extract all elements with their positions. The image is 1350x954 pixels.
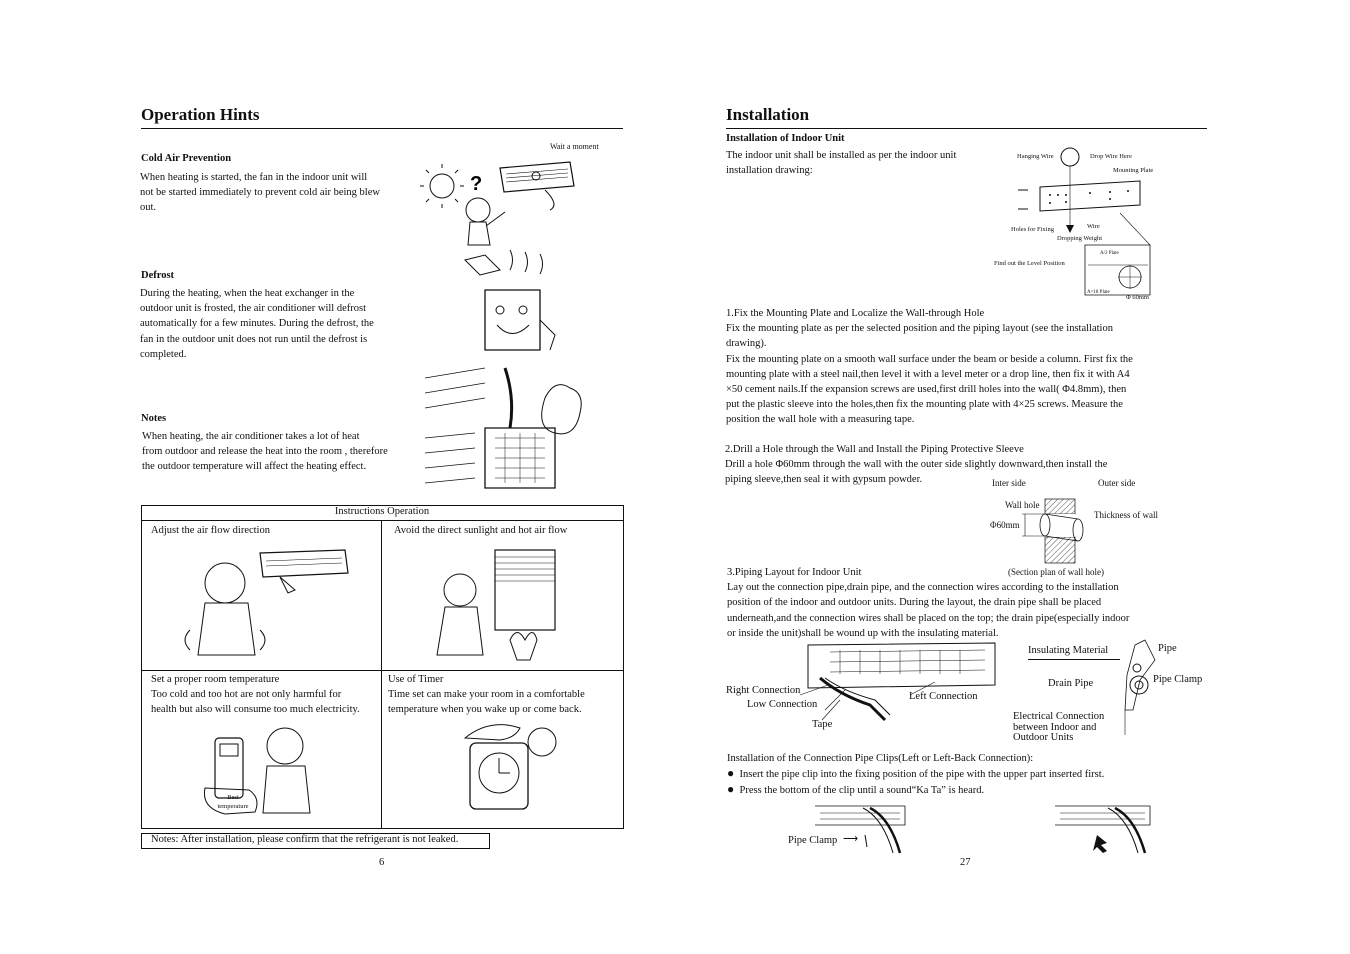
cold-air-illustration [420, 150, 580, 250]
pipe-clip-diagram-2 [1055, 803, 1165, 855]
notes-text: When heating, the air conditioner takes a lot of heat from outdoor and release the heat into the room , therefore the outdoor temperature will affect the heating effect. [142, 431, 388, 473]
clips-title: Installation of the Connection Pipe Clips(Left or Left-Back Connection): [727, 753, 1034, 764]
label-level-position: Find out the Level Position [994, 260, 1065, 267]
table-header-rule [141, 520, 623, 521]
wait-moment-label: Wait a moment [550, 142, 599, 151]
label-hanging-wire: Hanging Wire [1017, 153, 1054, 160]
defrost-heading: Defrost [141, 270, 175, 281]
timer-clock-illustration [460, 718, 570, 818]
label-mounting-plate: Mounting Plate [1113, 167, 1154, 174]
label-wire: Wire [1087, 223, 1100, 230]
insulating-material-label: Insulating Material [1028, 645, 1109, 656]
drain-pipe-label: Drain Pipe [1048, 678, 1094, 689]
pipe-label: Pipe [1158, 643, 1177, 654]
clips-bullet-1: ● Insert the pipe clip into the fixing position of the pipe with the upper part inserted first. [727, 766, 1105, 781]
right-connection-label: Right Connection [726, 685, 801, 696]
label-dropping-weight: Dropping Weight [1057, 235, 1103, 242]
clips-bullet-2: ● Press the bottom of the clip until a sound“Ka Ta” is heard. [727, 782, 985, 797]
left-page-title: Operation Hints [141, 105, 260, 124]
phi60-label: Φ60mm [990, 520, 1020, 530]
label-a-top: A/2 Plate [1100, 251, 1119, 256]
wall-hole-diagram [1020, 497, 1100, 567]
left-connection-label: Left Connection [909, 691, 978, 702]
insulating-underline [1028, 659, 1120, 660]
thickness-label: Thickness of wall [1094, 510, 1158, 520]
sunlight-illustration [425, 545, 575, 670]
label-holes-fixing: Holes for Fixing [1011, 226, 1054, 233]
label-a-bottom: A=18 Plate [1087, 290, 1110, 295]
step2-title: 2.Drill a Hole through the Wall and Install the Piping Protective Sleeve [725, 444, 1024, 455]
cold-air-text: When heating is started, the fan in the indoor unit will not be started immediately to prevent cold air being blew out. [140, 172, 380, 214]
left-page-number: 6 [379, 857, 385, 868]
step1-title: 1.Fix the Mounting Plate and Localize the Wall-through Hole [726, 308, 985, 319]
indoor-unit-heading: Installation of Indoor Unit [726, 133, 845, 144]
low-connection-label: Low Connection [747, 699, 818, 710]
cell-timer: Use of Timer Time set can make your room in a comfortable temperature when you wake up or come back. [388, 674, 585, 716]
label-phi-60: Φ 60mm [1126, 294, 1149, 301]
step3-title: 3.Piping Layout for Indoor Unit [727, 567, 862, 578]
step1-section: 1.Fix the Mounting Plate and Localize the Wall-through Hole Fix the mounting plate as per the selected position and the piping layout (see the installation drawing). Fix the mounting plate on a smooth wall surface under the beam or beside a column. First fix the mounting plate with a steel nail,then level it with a level meter or a drop line, then fix it with A4 ×50 cement nails.If the expansion screws are used,first drill holes into the wall( Φ4.8mm), then put the plastic sleeve into the holes,then fix the mounting plate with 4×25 screws. Measure the position the wall hole with a measuring tape. [726, 306, 1171, 428]
inter-side-label: Inter side [992, 478, 1026, 488]
air-flow-illustration [180, 545, 360, 670]
step2-section: 2.Drill a Hole through the Wall and Install the Piping Protective Sleeve Drill a hole Φ60mm through the wall with the outer side slightly downward,then install the piping sleeve,then seal it with gypsum powder. [725, 442, 1170, 488]
table-header: Instructions Operation [334, 506, 430, 517]
right-title-rule [726, 128, 1207, 129]
pipe-clamp-label: Pipe Clamp [1153, 674, 1203, 685]
pipe-clamp-arrow: ⟶ [843, 834, 859, 845]
label-drop-wire: Drop Wire Here [1090, 153, 1132, 160]
footnote-text: Notes: After installation, please confirm that the refrigerant is not leaked. [151, 834, 459, 845]
pipe-clip-diagram-1 [815, 803, 915, 855]
defrost-text: During the heating, when the heat exchanger in the outdoor unit is frosted, the air conditioner will defrost automatically for a few minutes. During the defrost, the fan in the outdoor unit does not run until the defrost is completed. [140, 288, 374, 360]
left-title-rule [141, 128, 623, 129]
intro-text: The indoor unit shall be installed as per the indoor unit installation drawing: [726, 150, 957, 177]
step3-section: 3.Piping Layout for Indoor Unit Lay out the connection pipe,drain pipe, and the connection wires according to the installation position of the indoor and outdoor units. During the layout, the drain pipe shall be placed underneath,and the connection wires shall be placed on the top; the drain pipe(especially indoor or inside the unit)shall be wound up with the insulating material. [727, 565, 1172, 641]
clips-section [727, 751, 1172, 799]
cold-air-heading: Cold Air Prevention [141, 153, 232, 164]
table-vertical-rule [381, 520, 382, 828]
wall-hole-label: Wall hole [1005, 500, 1040, 510]
tape-label: Tape [812, 719, 833, 730]
section-plan-label: (Section plan of wall hole) [1008, 567, 1104, 577]
electrical-connection-label: Electrical Connection between Indoor and Outdoor Units [1013, 711, 1105, 743]
right-page-number: 27 [960, 857, 971, 868]
svg-text:?: ? [470, 173, 483, 195]
outer-side-label: Outer side [1098, 478, 1136, 488]
notes-heading: Notes [141, 413, 167, 424]
notes-illustration [415, 358, 585, 498]
defrost-illustration [445, 250, 565, 360]
best-temperature-label: Best temperature [217, 794, 249, 810]
cell-air-flow: Adjust the air flow direction [151, 525, 270, 536]
pipe-clamp-arrow-label: Pipe Clamp [788, 835, 838, 846]
right-page-title: Installation [726, 105, 810, 124]
table-middle-rule [141, 670, 623, 671]
cell-sunlight: Avoid the direct sunlight and hot air flow [394, 525, 568, 536]
pipe-bundle-diagram [1115, 640, 1175, 735]
cell-room-temperature: Set a proper room temperature Too cold and too hot are not only harmful for health but also will consume too much electricity. [151, 674, 360, 716]
